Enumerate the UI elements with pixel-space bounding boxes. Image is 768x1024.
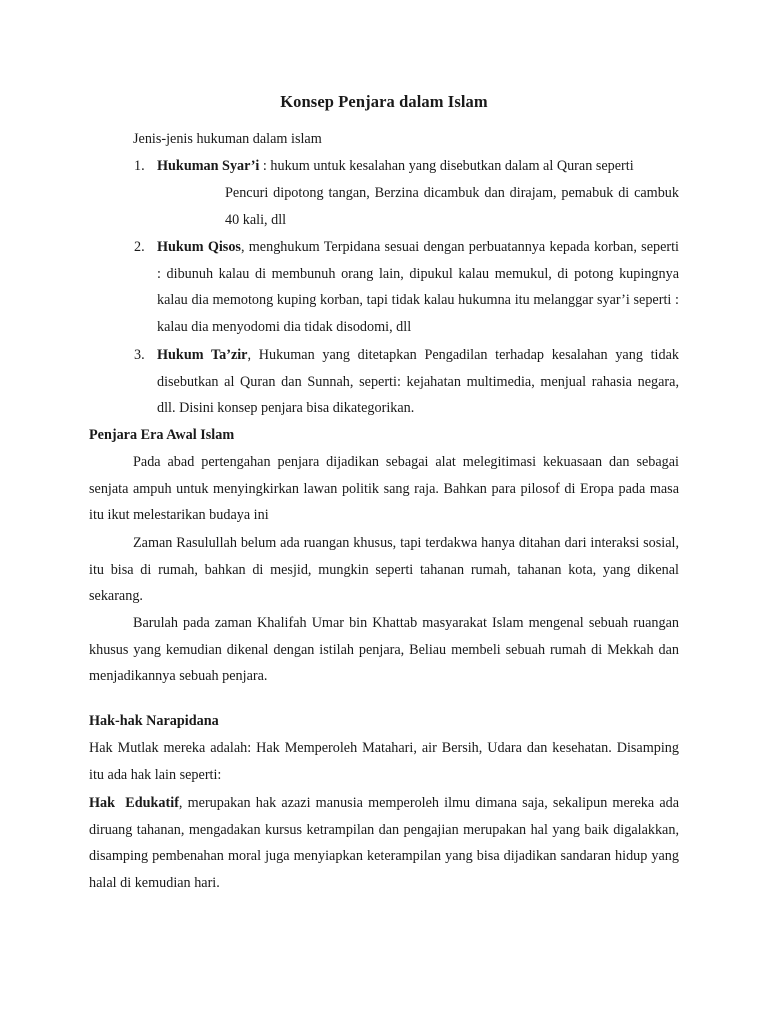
list-text-1: : hukum untuk kesalahan yang disebutkan dalam al Quran seperti (259, 158, 634, 174)
document-title: Konsep Penjara dalam Islam (280, 92, 488, 111)
list-term-1: Hukuman Syar’i (157, 158, 260, 174)
section2-paragraph-2 (89, 790, 683, 896)
list-item-1 (157, 153, 634, 180)
list-item-3 (157, 342, 679, 422)
list-number-2: 2. (134, 239, 145, 255)
section2-term: Hak Edukatif (89, 795, 179, 811)
list-text-2: , menghukum Terpidana sesuai dengan perbuatannya kepada korban, seperti : dibunuh kalau di membunuh orang lain, dipukul kalau memukul, di potong kupingnya kalau dia memotong kuping korban, tapi tidak kalau hukumna itu melanggar syar’i seperti : kalau dia menyodomi dia tidak disodomi, dll (157, 239, 679, 335)
section-heading-penjara-era-awal-islam: Penjara Era Awal Islam (89, 427, 235, 443)
list-item-2 (157, 234, 679, 340)
section2-paragraph-1: Hak Mutlak mereka adalah: Hak Memperoleh Matahari, air Bersih, Udara dan kesehatan. Disamping itu ada hak lain seperti: (89, 740, 679, 783)
list-continuation-1: Pencuri dipotong tangan, Berzina dicambuk dan dirajam, pemabuk di cambuk 40 kali, dll (225, 185, 679, 228)
list-term-2: Hukum Qisos (157, 239, 241, 255)
section-heading-hak-hak-narapidana: Hak-hak Narapidana (89, 713, 219, 729)
section1-paragraph-3: Barulah pada zaman Khalifah Umar bin Khattab masyarakat Islam mengenal sebuah ruangan khusus yang kemudian dikenal dengan istilah penjara, Beliau membeli sebuah rumah di Mekkah dan menjadikannya sebuah penjara. (89, 615, 679, 685)
list-term-3: Hukum Ta’zir (157, 347, 248, 363)
section2-paragraph-2-text: , merupakan hak azazi manusia memperoleh ilmu dimana saja, sekalipun mereka ada diruang tahanan, mengadakan kursus ketrampilan dan pengajian merupakan hal yang baik digalakkan, disamping pembenahan moral juga menyiapkan keterampilan yang bisa dijadikan sandaran hidup yang halal di kemudian hari. (89, 795, 683, 891)
list-number-1: 1. (134, 158, 145, 174)
list-text-3: , Hukuman yang ditetapkan Pengadilan terhadap kesalahan yang tidak disebutkan al Quran dan Sunnah, seperti: kejahatan multimedia, menjual rahasia negara, dll. Disini konsep penjara bisa dikategorikan. (157, 347, 679, 417)
section1-paragraph-2: Zaman Rasulullah belum ada ruangan khusus, tapi terdakwa hanya ditahan dari interaksi sosial, itu bisa di rumah, bahkan di mesjid, mungkin seperti tahanan rumah, tahanan kota, yang dikenal sekarang. (89, 535, 679, 605)
intro-line: Jenis-jenis hukuman dalam islam (133, 131, 322, 147)
list-number-3: 3. (134, 347, 145, 363)
section1-paragraph-1: Pada abad pertengahan penjara dijadikan sebagai alat melegitimasi kekuasaan dan sebagai senjata ampuh untuk menyingkirkan lawan politik sang raja. Bahkan para pilosof di Eropa pada masa itu ikut melestarikan budaya ini (89, 454, 679, 524)
